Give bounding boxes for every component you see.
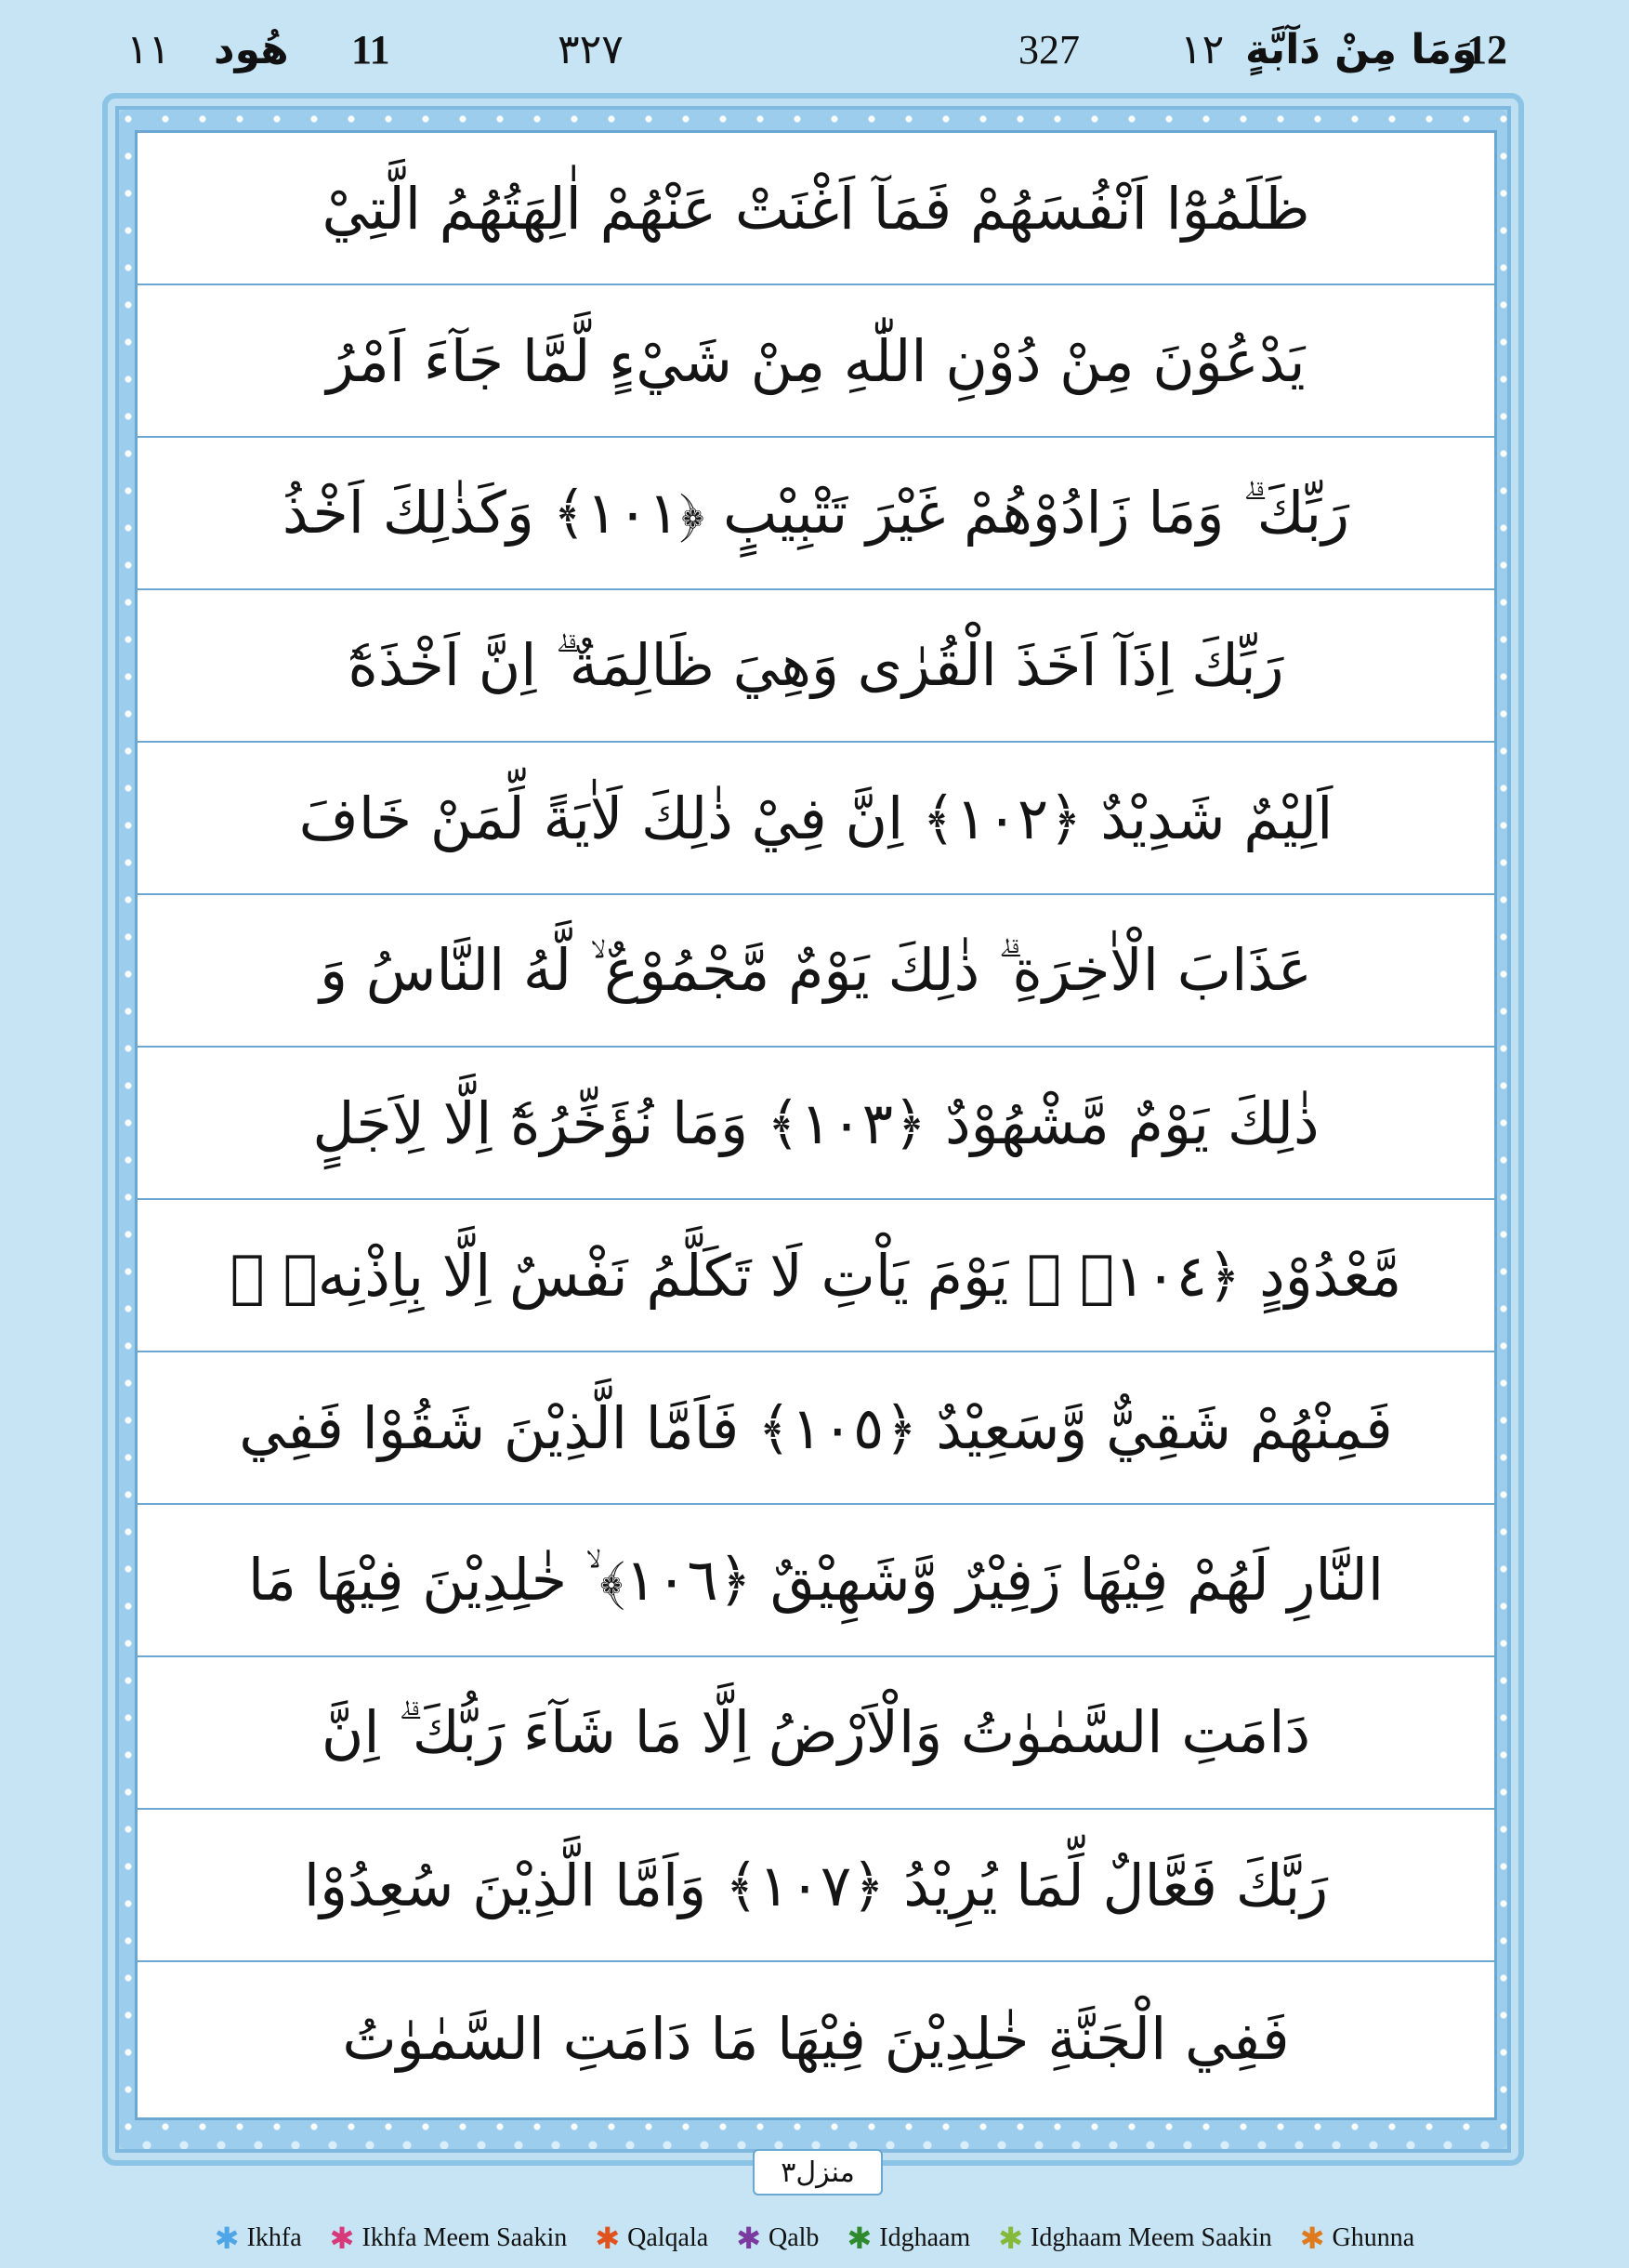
star-icon: ✱ (998, 2222, 1024, 2255)
text-line (138, 1505, 1494, 1657)
text-line (138, 1352, 1494, 1505)
text-line (138, 590, 1494, 743)
legend-item-ghunna (1300, 2223, 1414, 2253)
line-text: رَبَّكَ فَعَّالٌ لِّمَا يُرِيْدُ ﴿١٠٧﴾ وَاَمَّا الَّذِيْنَ سُعِدُوْا (303, 1851, 1329, 1919)
star-icon: ✱ (847, 2222, 873, 2255)
line-text: ذٰلِكَ يَوْمٌ مَّشْهُوْدٌ ﴿١٠٣﴾ وَمَا نُؤَخِّرُهٗٓ اِلَّا لِاَجَلٍ (312, 1088, 1320, 1157)
legend-label: Ghunna (1332, 2223, 1415, 2252)
text-line (138, 895, 1494, 1048)
surah-name: هُود (214, 26, 289, 73)
text-line (138, 1810, 1494, 1962)
page-number: 327 (1018, 27, 1080, 73)
manzil-label: منزل٣ (753, 2149, 883, 2195)
juz-name: وَمَا مِنْ دَآبَّةٍ (1245, 26, 1478, 73)
legend-label: Idghaam Meem Saakin (1031, 2223, 1272, 2252)
text-line (138, 285, 1494, 438)
line-text: فَفِي الْجَنَّةِ خٰلِدِيْنَ فِيْهَا مَا دَامَتِ السَّمٰوٰتُ (342, 2004, 1290, 2073)
star-icon: ✱ (1299, 2222, 1325, 2255)
line-text: رَبِّكَ اِذَآ اَخَذَ الْقُرٰى وَهِيَ ظَالِمَةٌ ۗ اِنَّ اَخْذَهٗٓ (348, 631, 1284, 699)
juz-number: 12 (1466, 27, 1507, 73)
line-text: اَلِيْمٌ شَدِيْدٌ ﴿١٠٢﴾ اِنَّ فِيْ ذٰلِكَ لَاٰيَةً لِّمَنْ خَافَ (298, 784, 1333, 852)
text-line (138, 743, 1494, 895)
line-text: مَّعْدُوْدٍ ﴿١٠٤﴾ ۗ يَوْمَ يَاْتِ لَا تَكَلَّمُ نَفْسٌ اِلَّا بِاِذْنِهٖ ۚ (230, 1241, 1402, 1310)
legend-label: Idghaam (879, 2223, 971, 2252)
line-text: النَّارِ لَهُمْ فِيْهَا زَفِيْرٌ وَّشَهِيْقٌ ﴿١٠٦﴾ ۙ خٰلِدِيْنَ فِيْهَا مَا (247, 1546, 1385, 1614)
text-line (138, 1657, 1494, 1810)
juz-number-arabic-left: ١١ (126, 27, 171, 73)
line-text: دَامَتِ السَّمٰوٰتُ وَالْاَرْضُ اِلَّا مَا شَآءَ رَبُّكَ ۗ اِنَّ (321, 1698, 1311, 1766)
text-line (138, 133, 1494, 285)
legend-item-qalb (736, 2223, 819, 2253)
legend-item-ikhfa-meem-saakin (330, 2223, 568, 2253)
text-line (138, 1048, 1494, 1200)
tajweed-legend (0, 2210, 1629, 2266)
text-line (138, 1200, 1494, 1352)
legend-item-idghaam (847, 2223, 970, 2253)
line-text: فَمِنْهُمْ شَقِيٌّ وَّسَعِيْدٌ ﴿١٠٥﴾ فَاَمَّا الَّذِيْنَ شَقُوْا فَفِي (239, 1393, 1393, 1462)
line-text: عَذَابَ الْاٰخِرَةِ ۗ ذٰلِكَ يَوْمٌ مَّجْمُوْعٌ ۙ لَّهُ النَّاسُ وَ (320, 936, 1312, 1004)
text-line (138, 438, 1494, 590)
line-text: رَبِّكَ ۗ وَمَا زَادُوْهُمْ غَيْرَ تَتْبِيْبٍ ﴿١٠١﴾ وَكَذٰلِكَ اَخْذُ (282, 479, 1350, 547)
star-icon: ✱ (329, 2222, 355, 2255)
surah-number: 11 (351, 27, 390, 73)
line-text: يَدْعُوْنَ مِنْ دُوْنِ اللّٰهِ مِنْ شَيْءٍ لَّمَّا جَآءَ اَمْرُ (326, 326, 1306, 395)
legend-label: Qalb (769, 2223, 820, 2252)
legend-item-qalqala (595, 2223, 708, 2253)
star-icon: ✱ (214, 2222, 240, 2255)
legend-label: Ikhfa Meem Saakin (361, 2223, 568, 2252)
line-text: ظَلَمُوْٓا اَنْفُسَهُمْ فَمَآ اَغْنَتْ عَنْهُمْ اٰلِهَتُهُمُ الَّتِيْ (322, 174, 1310, 243)
quran-text-panel (135, 130, 1497, 2120)
text-line (138, 1962, 1494, 2115)
legend-label: Ikhfa (246, 2223, 302, 2252)
juz-number-arabic: ١٢ (1180, 27, 1225, 73)
legend-item-ikhfa (215, 2223, 302, 2253)
page-number-arabic: ٣٢٧ (558, 27, 624, 73)
legend-item-idghaam-meem-saakin (998, 2223, 1272, 2253)
legend-label: Qalqala (627, 2223, 709, 2252)
star-icon: ✱ (595, 2222, 621, 2255)
star-icon: ✱ (736, 2222, 761, 2255)
